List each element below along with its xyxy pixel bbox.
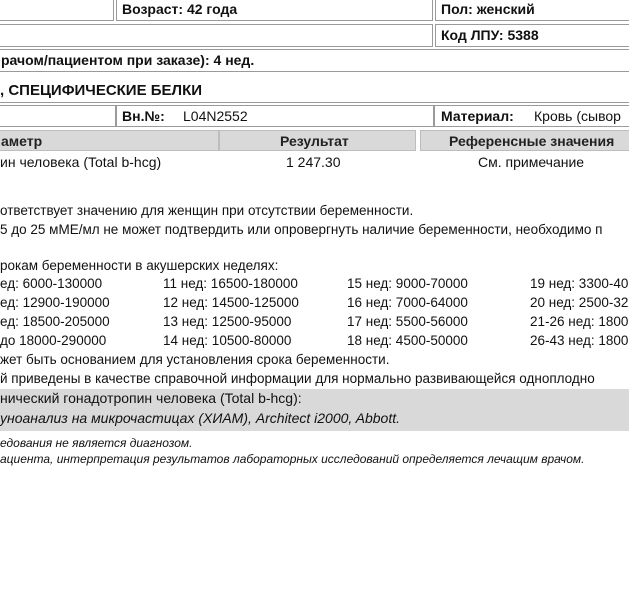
pregnancy-term: рачом/пациентом при заказе): 4 нед.	[1, 52, 255, 68]
sex-cell	[435, 0, 629, 21]
result-value: 1 247.30	[286, 154, 341, 170]
weeks-cell: 16 нед: 7000-64000	[347, 295, 468, 310]
material-cell	[434, 105, 629, 127]
footer-line-2: ациента, интерпретация результатов лабораторных исследований определяется лечащим врачом.	[0, 452, 585, 466]
vn-value: L04N2552	[183, 108, 248, 124]
column-header-param: аметр	[0, 130, 219, 151]
patient-sex: Пол: женский	[441, 1, 535, 17]
weeks-cell: 26-43 нед: 1800	[530, 333, 629, 348]
lpu-code: Код ЛПУ: 5388	[441, 27, 539, 43]
weeks-cell: 11 нед: 16500-180000	[163, 276, 298, 291]
weeks-cell: 20 нед: 2500-32	[530, 295, 629, 310]
weeks-cell: 12 нед: 14500-125000	[163, 295, 299, 310]
section-divider	[0, 102, 629, 103]
weeks-cell: 14 нед: 10500-80000	[163, 333, 292, 348]
note-line-2: 5 до 25 мМЕ/мл не может подтвердить или опровергнуть наличие беременности, необходимо п	[0, 222, 603, 237]
weeks-cell: 18 нед: 4500-50000	[347, 333, 468, 348]
result-reference: См. примечание	[478, 154, 585, 170]
vn-cell	[116, 105, 434, 127]
note-line-4: й приведены в качестве справочной информации для нормально развивающейся одноплодно	[0, 371, 595, 386]
sample-cell-empty	[0, 105, 116, 127]
weeks-cell: ед: 6000-130000	[0, 276, 103, 291]
weeks-cell: 13 нед: 12500-95000	[163, 314, 292, 329]
weeks-cell: до 18000-290000	[0, 333, 107, 348]
weeks-cell: 21-26 нед: 1800	[530, 314, 629, 329]
note-line-3: жет быть основанием для установления срока беременности.	[0, 352, 390, 367]
header-cell-empty-2	[0, 24, 433, 47]
weeks-cell: 15 нед: 9000-70000	[347, 276, 468, 291]
patient-age: Возраст: 42 года	[122, 1, 238, 17]
header-cell-empty	[0, 0, 114, 21]
column-header-result: Результат	[219, 130, 416, 151]
weeks-cell: 17 нед: 5500-56000	[347, 314, 468, 329]
weeks-cell: 19 нед: 3300-40	[530, 276, 629, 291]
vn-label: Вн.№:	[122, 108, 165, 124]
section-title: , СПЕЦИФИЧЕСКИЕ БЕЛКИ	[0, 82, 203, 99]
method-text: уноанализ на микрочастицах (ХИАМ), Architect i2000, Abbott.	[0, 410, 401, 426]
pregnancy-term-cell	[0, 49, 629, 72]
weeks-title: рокам беременности в акушерских неделях:	[0, 258, 279, 273]
weeks-cell: ед: 18500-205000	[0, 314, 110, 329]
column-header-reference: Референсные значения	[420, 130, 629, 151]
note-line-1: ответствует значению для женщин при отсутствии беременности.	[0, 203, 414, 218]
footer-line-1: едования не является диагнозом.	[0, 436, 193, 450]
method-block	[0, 389, 629, 431]
method-title: нический гонадотропин человека (Total b-hcg):	[0, 390, 302, 406]
result-param: ин человека (Total b-hcg)	[0, 154, 162, 170]
lpu-code-cell	[435, 24, 629, 47]
weeks-cell: ед: 12900-190000	[0, 295, 110, 310]
material-label: Материал:	[441, 108, 514, 124]
age-cell	[116, 0, 433, 21]
material-value: Кровь (сывор	[534, 108, 621, 124]
